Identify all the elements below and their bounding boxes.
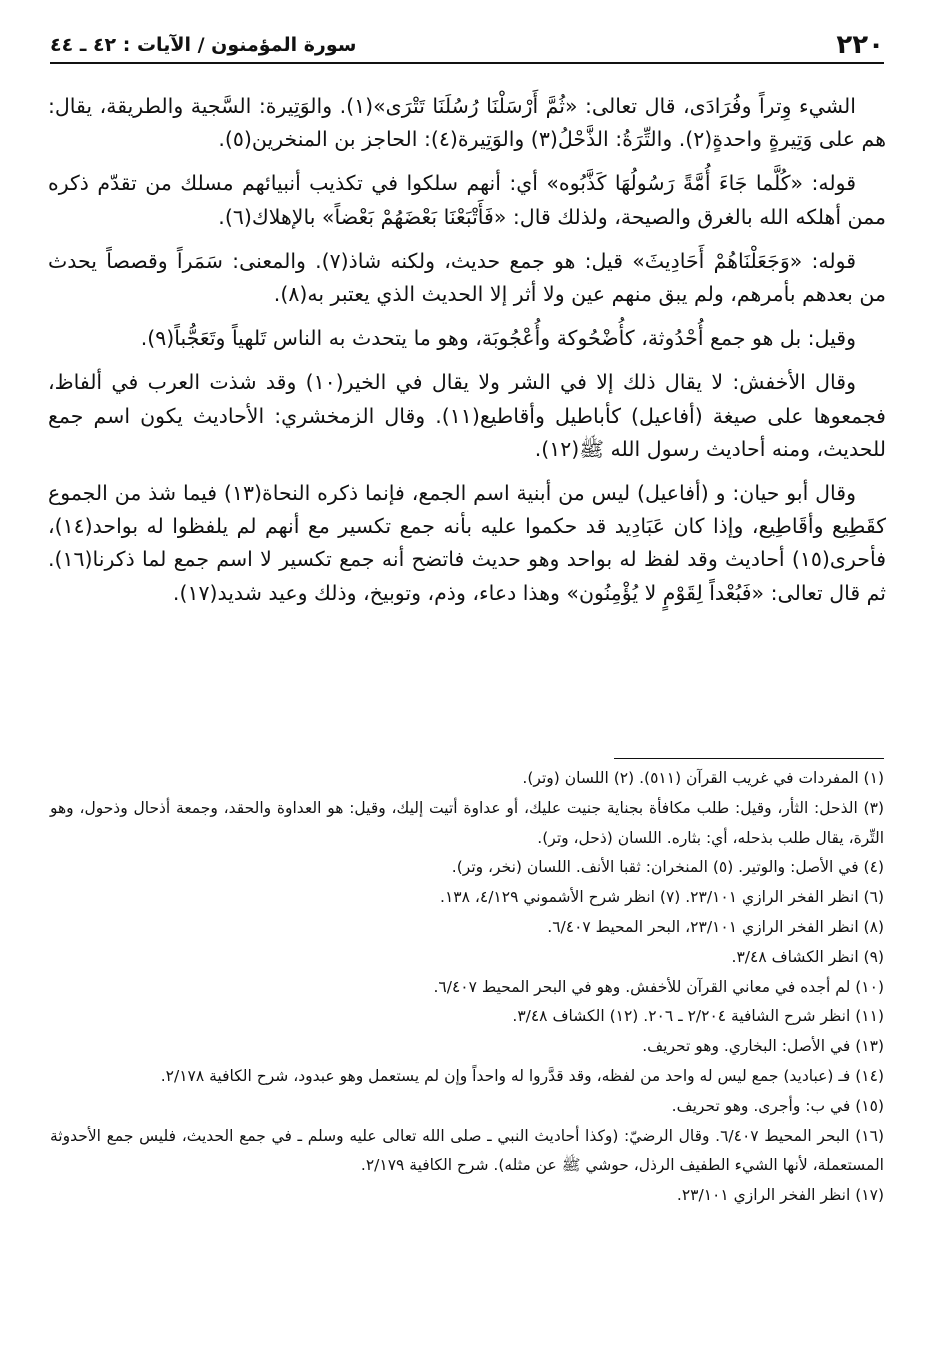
footnote: (٦) انظر الفخر الرازي ٢٣/١٠١. (٧) انظر شرح الأشموني ٤/١٢٩، ١٣٨. <box>440 888 884 907</box>
main-text <box>48 90 886 621</box>
paragraph: قوله: «وَجَعَلْنَاهُمْ أَحَادِيثَ» قيل: هو جمع حديث، ولكنه شاذ(٧). والمعنى: سَمَراً وقصصاً يحدث من بعدهم بأمرهم، ولم يبق منهم عين ولا أثر إلا الحديث الذي يعتبر به(٨). <box>48 248 886 307</box>
paragraph: قوله: «كُلَّما جَاءَ أُمَّةً رَسُولُهَا كَذَّبُوه» أي: أنهم سلكوا في تكذيب أنبيائهم مسلك من تقدّم ذكره ممن أهلكه الله بالغرق والصيحة، ولذلك قال: «فَأَتْبَعْنَا بَعْضَهُمْ بَعْضاً» بالإهلاك(٦). <box>48 171 886 229</box>
paragraph: الشيء وِتراً وفُرَادَى، قال تعالى: «ثُمَّ أَرْسَلْنَا رُسُلَنَا تَتْرَى»(١). والوَتِيرة: السَّجية والطريقة، يقال: هم على وَتِيرةٍ واحدةٍ(٢). والتِّرَةُ: الذَّحْلُ(٣) والوَتِيرة(٤): الحاجز بن المنخرين(٥). <box>48 94 886 152</box>
footnote: (١١) انظر شرح الشافية ٢/٢٠٤ ـ ٢٠٦. (١٢) الكشاف ٣/٤٨. <box>512 1007 884 1026</box>
running-header <box>50 28 884 64</box>
page-number: ٢٢٠ <box>836 30 884 60</box>
paragraph: وقيل: بل هو جمع أُحْدُوثة، كأُضْحُوكة وأُعْجُوبَة، وهو ما يتحدث به الناس تَلهياً وتَعَجُّباً(٩). <box>140 326 856 351</box>
footnote: (١٥) في ب: وأجرى. وهو تحريف. <box>671 1096 884 1115</box>
footnote: (٨) انظر الفخر الرازي ٢٣/١٠١، البحر المحيط ٦/٤٠٧. <box>547 917 884 936</box>
footnote: (١٠) لم أجده في معاني القرآن للأخفش. وهو في البحر المحيط ٦/٤٠٧. <box>433 977 884 996</box>
footnote: (٩) انظر الكشاف ٣/٤٨. <box>731 947 884 966</box>
footnote: (٣) الذحل: الثأر، وقيل: طلب مكافأة بجناية جنيت عليك، أو عداوة أتيت إليك، وقيل: هو العداوة والحقد، وجمعة أذحال وذحول، وهو التِّرة، يقال طلب بذحله، أي: بثاره. اللسان (ذحل، وتر). <box>50 798 884 847</box>
paragraph: وقال الأخفش: لا يقال ذلك إلا في الشر ولا يقال في الخير(١٠) وقد شذت العرب في ألفاظ، فجمعوها على صيغة (أفاعيل) كأباطيل وأقاطيع(١١). وقال الزمخشري: الأحاديث يكون اسم جمع للحديث، ومنه أحاديث رسول الله ﷺ(١٢). <box>48 370 886 461</box>
surah-title: سورة المؤمنون / الآيات : ٤٢ ـ ٤٤ <box>50 34 357 56</box>
footnote: (١٣) في الأصل: البخاري. وهو تحريف. <box>642 1037 884 1056</box>
footnote: (١٤) فـ (عباديد) جمع ليس له واحد من لفظه، وقد قدَّروا له واحداً وإن لم يستعمل وهو عبدود، شرح الكافية ٢/١٧٨. <box>160 1066 884 1085</box>
footnotes <box>50 764 884 1211</box>
footnote: (١٦) البحر المحيط ٦/٤٠٧. وقال الرضيّ: (وكذا أحاديث النبي ـ صلى الله تعالى عليه وسلم ـ في جمع الحديث، فليس جمع الأحدوثة المستعملة، لأنها الشيء الطفيف الرذل، حوشي ﷺ عن مثله). شرح الكافية ٢/١٧٩. <box>50 1126 885 1175</box>
footnote-divider <box>614 758 884 759</box>
footnote: (١) المفردات في غريب القرآن (٥١١). (٢) اللسان (وتر). <box>522 769 884 787</box>
footnote: (١٧) انظر الفخر الرازي ٢٣/١٠١. <box>676 1186 884 1205</box>
paragraph: وقال أبو حيان: و (أفاعيل) ليس من أبنية اسم الجمع، فإنما ذكره النحاة(١٣) فيما شذ من الجموع كقَطِيع وأقَاطِيع، وإذا كان عَبَادِيد قد حكموا عليه بأنه جمع تكسير مع أنهم لم يلفظوا له بواحد(١٤)، فأحرى(١٥) أحاديث وقد لفظ له بواحد وهو حديث فاتضح أنه جمع تكسير لا اسم جمع لما ذكرنا(١٦). ثم قال تعالى: «فَبُعْداً لِقَوْمٍ لا يُؤْمِنُون» وهذا دعاء، وذم، وتوبيخ، وذلك وعيد شديد(١٧). <box>48 481 886 605</box>
footnote: (٤) في الأصل: والوتير. (٥) المنخران: ثقبا الأنف. اللسان (نخر، وتر). <box>451 858 884 877</box>
